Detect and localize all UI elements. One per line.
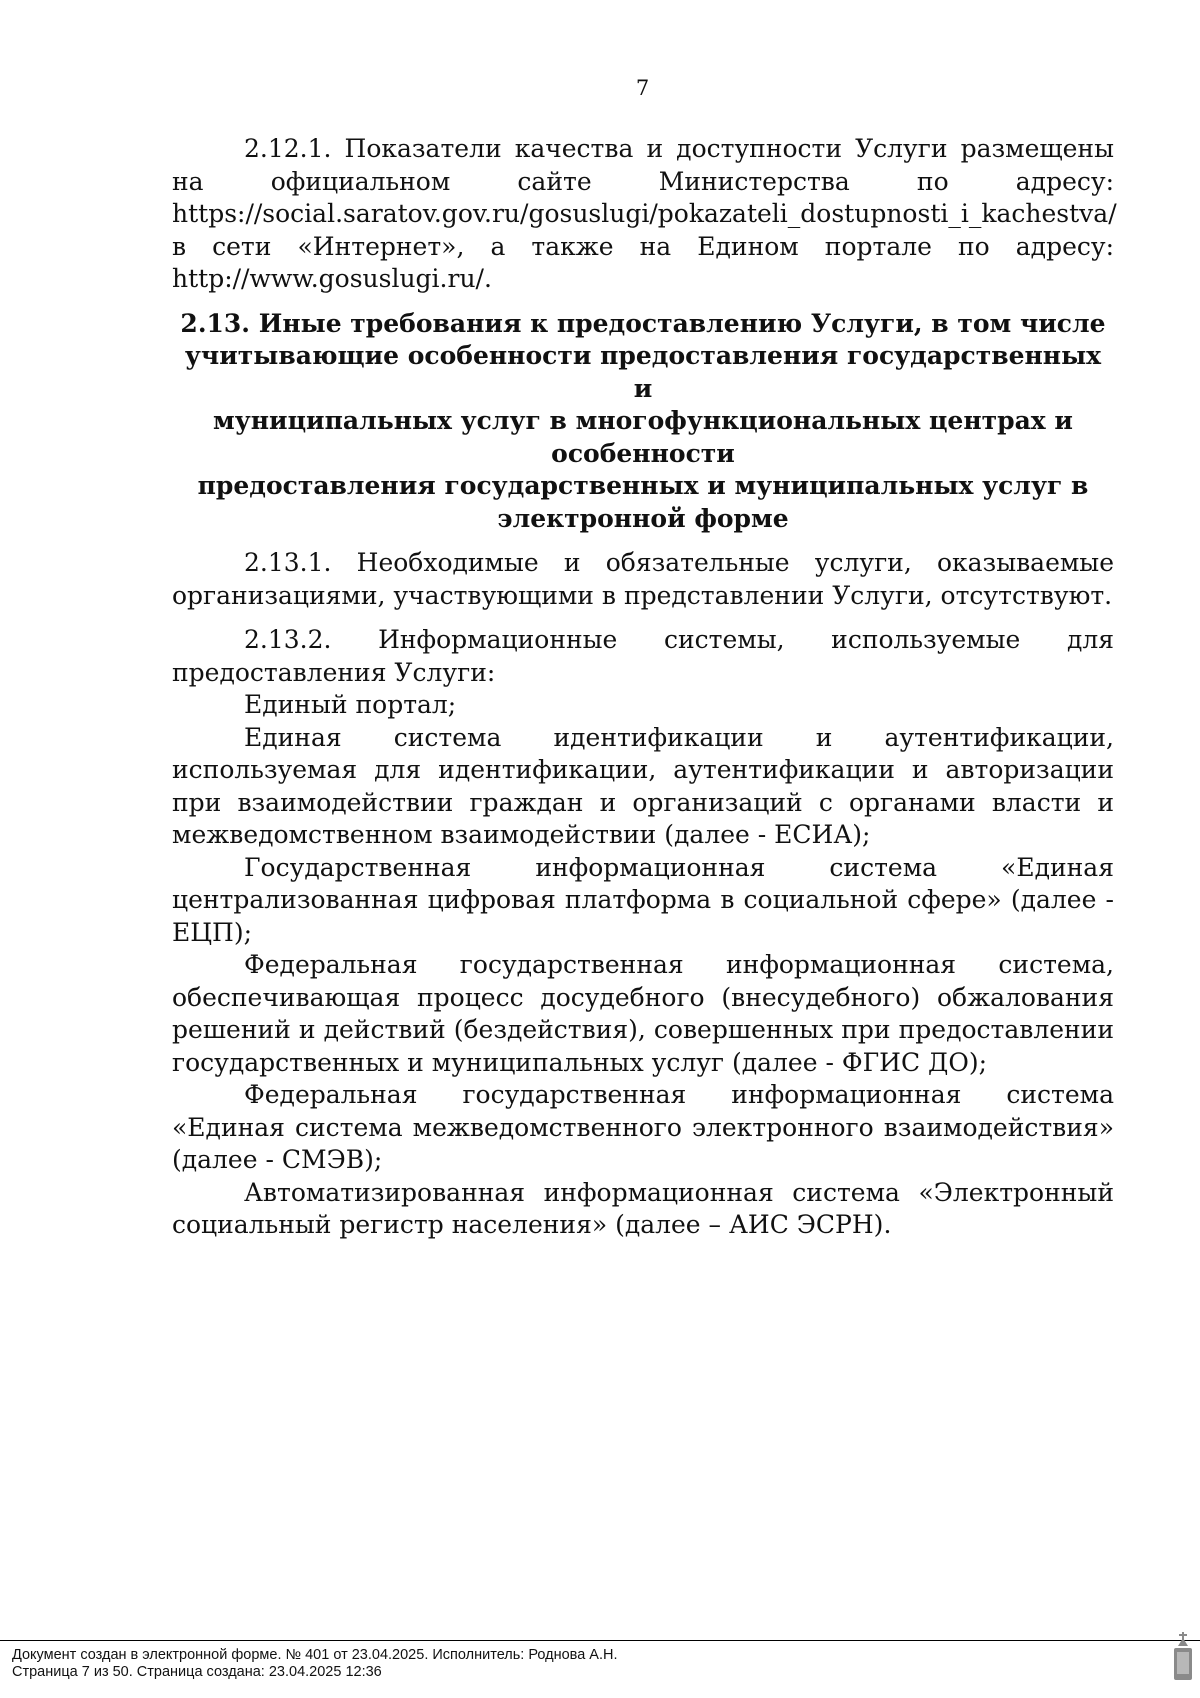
footer-divider: [0, 1640, 1200, 1641]
heading-line: электронной форме: [497, 503, 789, 533]
document-footer: [12, 1647, 618, 1681]
paragraph-2-12-1: 2.12.1. Показатели качества и доступности Услуги размещены на официальном сайте Министерства по адресу: https://social.saratov.gov.ru/gosuslugi/pokazateli_dostupnosti_i_kachestva/ в сети «Интернет», а также на Едином портале по адресу: http://www.gosuslugi.ru/.: [172, 134, 1117, 293]
paragraph-2-13-1: 2.13.1. Необходимые и обязательные услуги, оказываемые организациями, участвующими в представлении Услуги, отсутствуют.: [172, 548, 1114, 610]
system-item: Единый портал;: [244, 690, 457, 719]
system-item: Единая система идентификации и аутентификации, используемая для идентификации, аутентификации и авторизации при взаимодействии граждан и организаций с органами власти и межведомственном взаимодействии (далее - ЕСИА);: [172, 722, 1114, 849]
system-item: Государственная информационная система «Единая централизованная цифровая платформа в социальной сфере» (далее - ЕЦП);: [172, 852, 1114, 947]
paragraph-2-13-2: 2.13.2. Информационные системы, используемые для предоставления Услуги:: [172, 625, 1114, 687]
document-body: [172, 133, 1117, 1242]
system-item: Федеральная государственная информационная система «Единая система межведомственного электронного взаимодействия» (далее - СМЭВ);: [172, 1080, 1114, 1174]
heading-line: 2.13. Иные требования к предоставлению Услуги, в том числе: [180, 308, 1106, 338]
heading-line: учитывающие особенности предоставления государственных и: [184, 341, 1102, 403]
coat-of-arms-icon: [1172, 1626, 1194, 1686]
footer-line-2: Страница 7 из 50. Страница создана: 23.04.2025 12:36: [12, 1664, 382, 1680]
heading-line: предоставления государственных и муниципальных услуг в: [197, 471, 1089, 500]
footer-line-1: Документ создан в электронной форме. № 401 от 23.04.2025. Исполнитель: Роднова А.Н.: [12, 1647, 618, 1663]
heading-line: муниципальных услуг в многофункциональных центрах и особенности: [213, 406, 1073, 468]
section-heading-2-13: [172, 308, 1114, 536]
system-item: Федеральная государственная информационная система, обеспечивающая процесс досудебного (внесудебного) обжалования решений и действий (бездействия), совершенных при предоставлении государственных и муниципальных услуг (далее - ФГИС ДО);: [172, 950, 1114, 1077]
system-item: Автоматизированная информационная система «Электронный социальный регистр населения» (далее – АИС ЭСРН).: [172, 1177, 1114, 1239]
page-number: 7: [635, 76, 650, 100]
